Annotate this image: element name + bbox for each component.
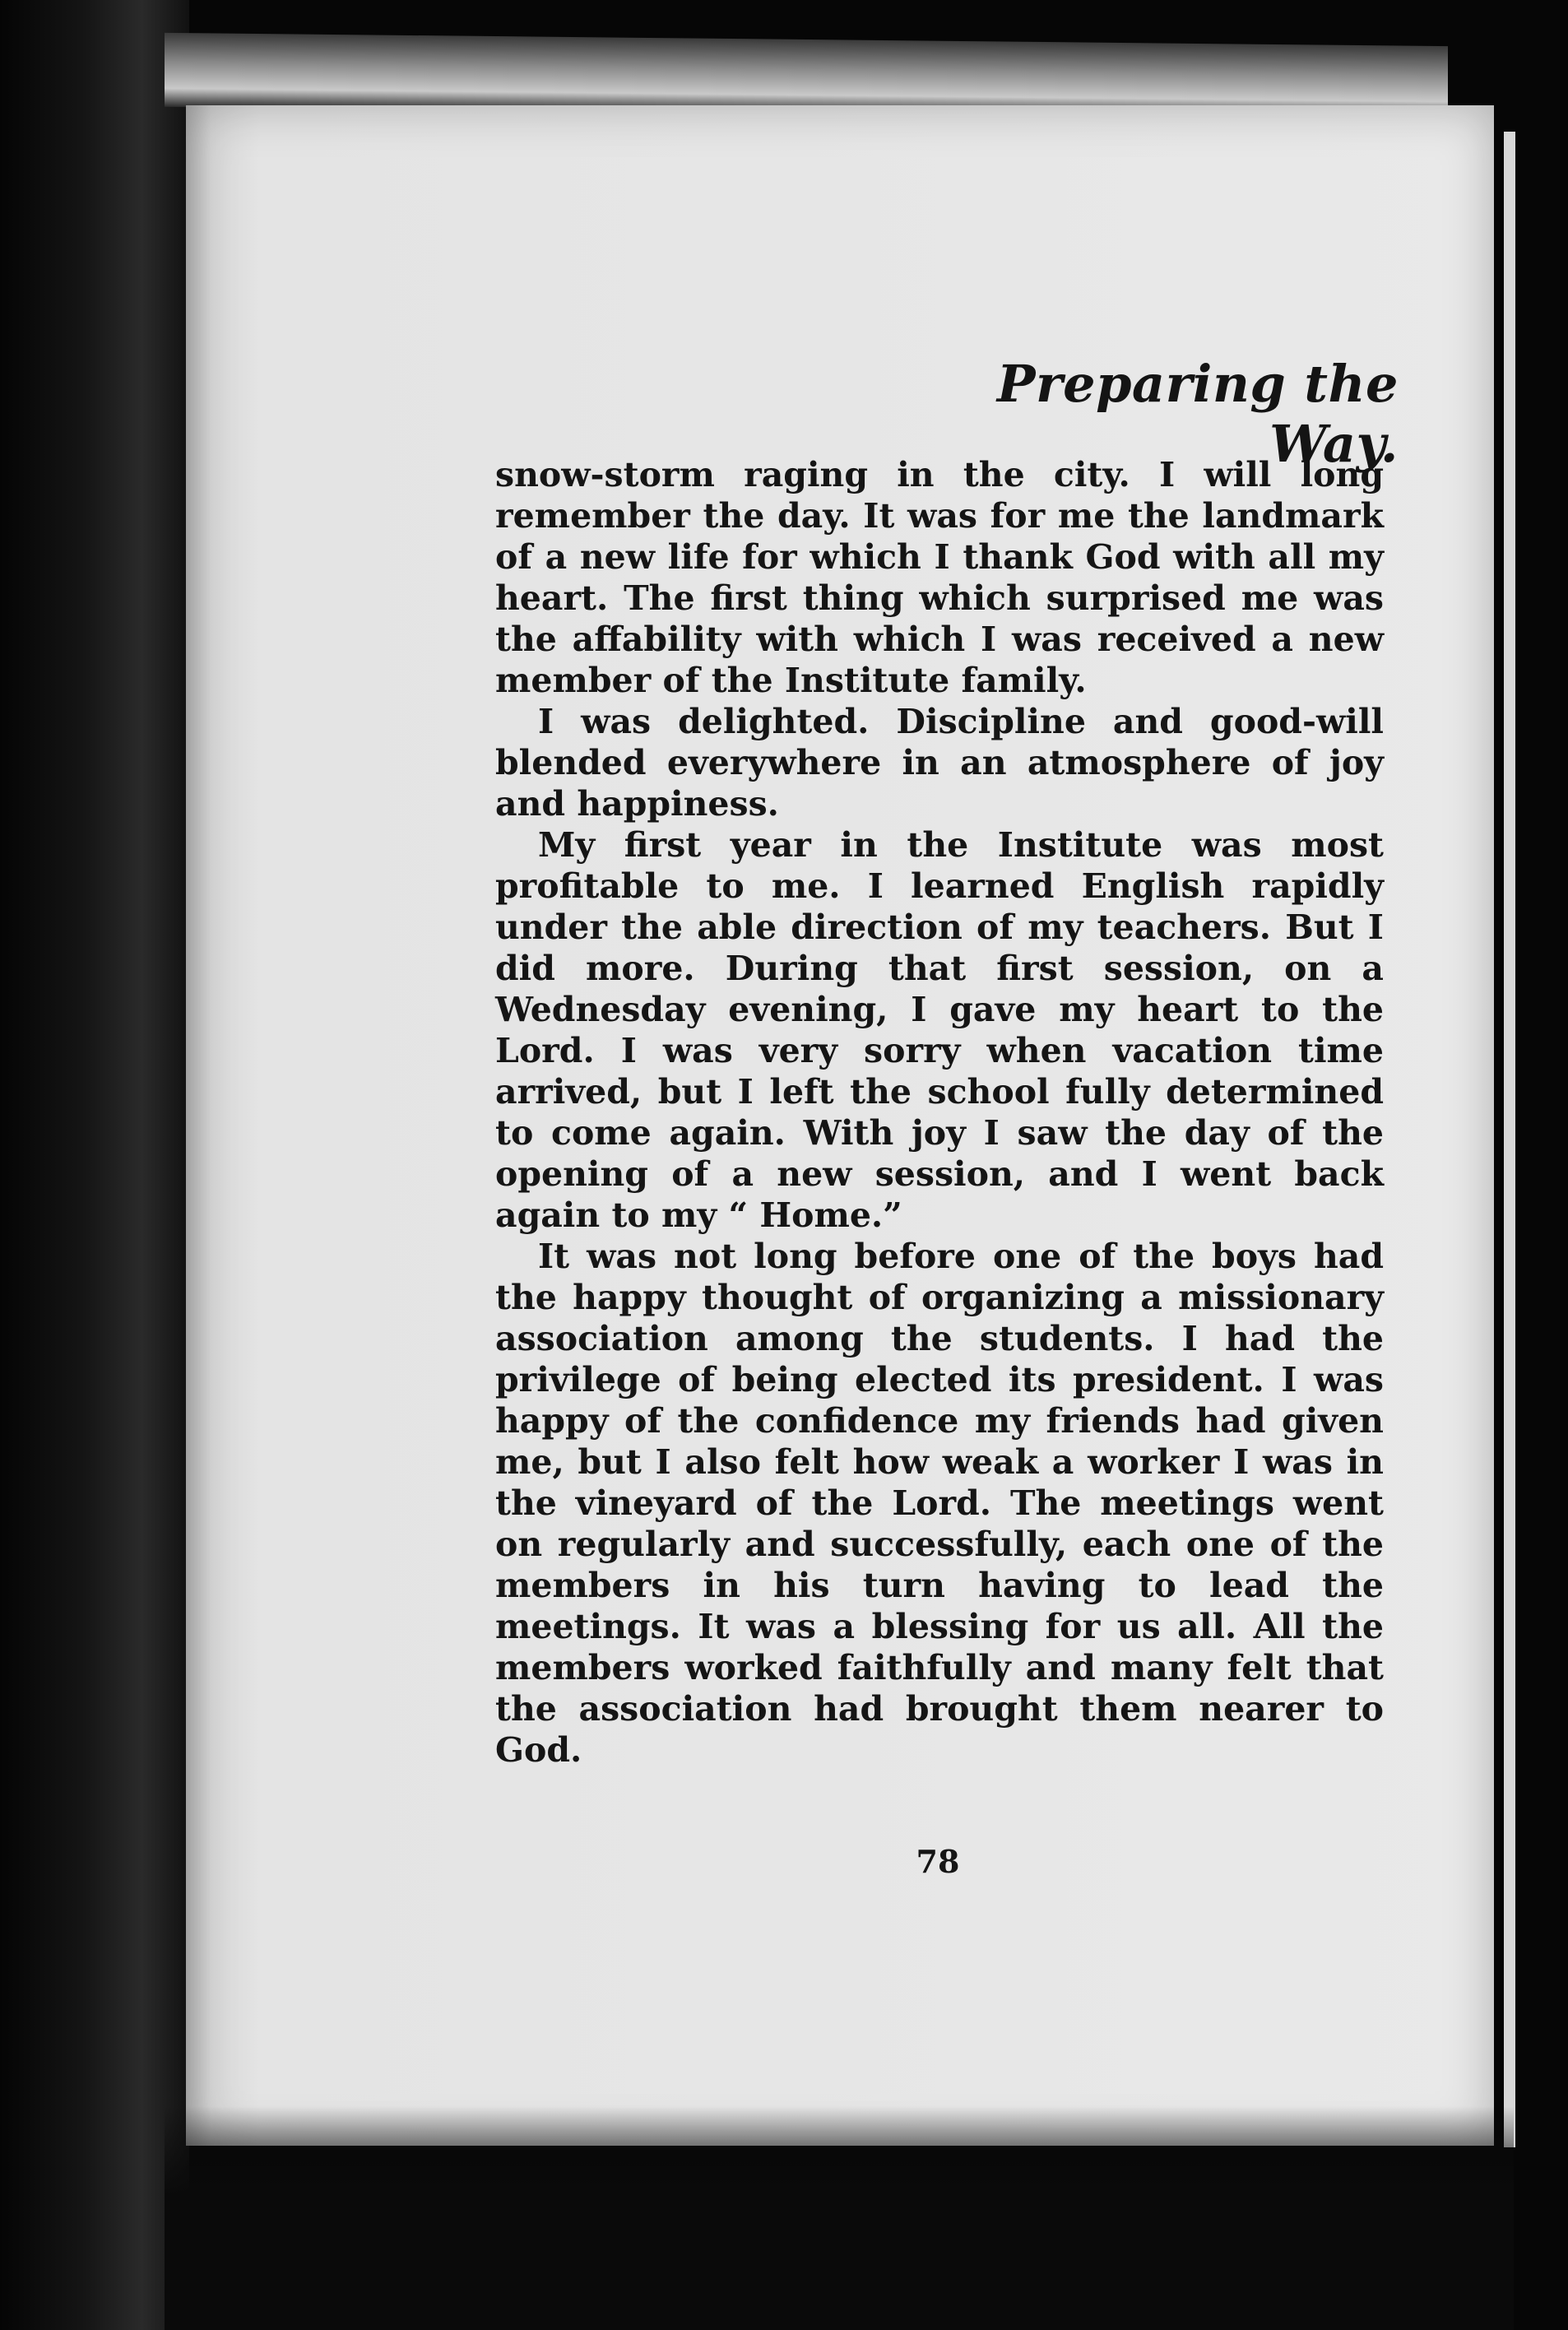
paragraph-1: snow-storm raging in the city. I will long remember the day. It was for me the landmark of a new life for which I thank God with all my heart. The first thing which surprised me was the affability with which I was received a new member of the Institute family. — [495, 455, 1384, 700]
bottom-shadow — [165, 2106, 1514, 2330]
page-number: 78 — [916, 1843, 960, 1880]
paragraph-4: It was not long before one of the boys had the happy thought of organizing a missionary association among the students. I had the privilege of being elected its president. I was happy of the confidence my friends had given me, but I also felt how weak a worker I was in the vineyard of the Lord. The meetings went on regularly and successfully, each one of the members in his turn having to lead the meetings. It was a blessing for us all. All the members worked faithfully and many felt that the association had brought them nearer to God. — [495, 1237, 1384, 1770]
body-text — [495, 454, 1384, 1771]
paragraph-3: My first year in the Institute was most profitable to me. I learned English rapidly under the able direction of my teachers. But I did more. During that first session, on a Wednesday evening, I gave my heart to the Lord. I was very sorry when vacation time arrived, but I left the school fully determined to come again. With joy I saw the day of the opening of a new session, and I went back again to my “ Home.” — [495, 825, 1384, 1235]
page-right-edge — [1504, 132, 1515, 2147]
book-spine-shadow — [0, 0, 189, 2330]
paragraph-2: I was delighted. Discipline and good-will blended everywhere in an atmosphere of joy and happiness. — [495, 702, 1384, 824]
running-head: Preparing the Way. — [996, 354, 1399, 474]
